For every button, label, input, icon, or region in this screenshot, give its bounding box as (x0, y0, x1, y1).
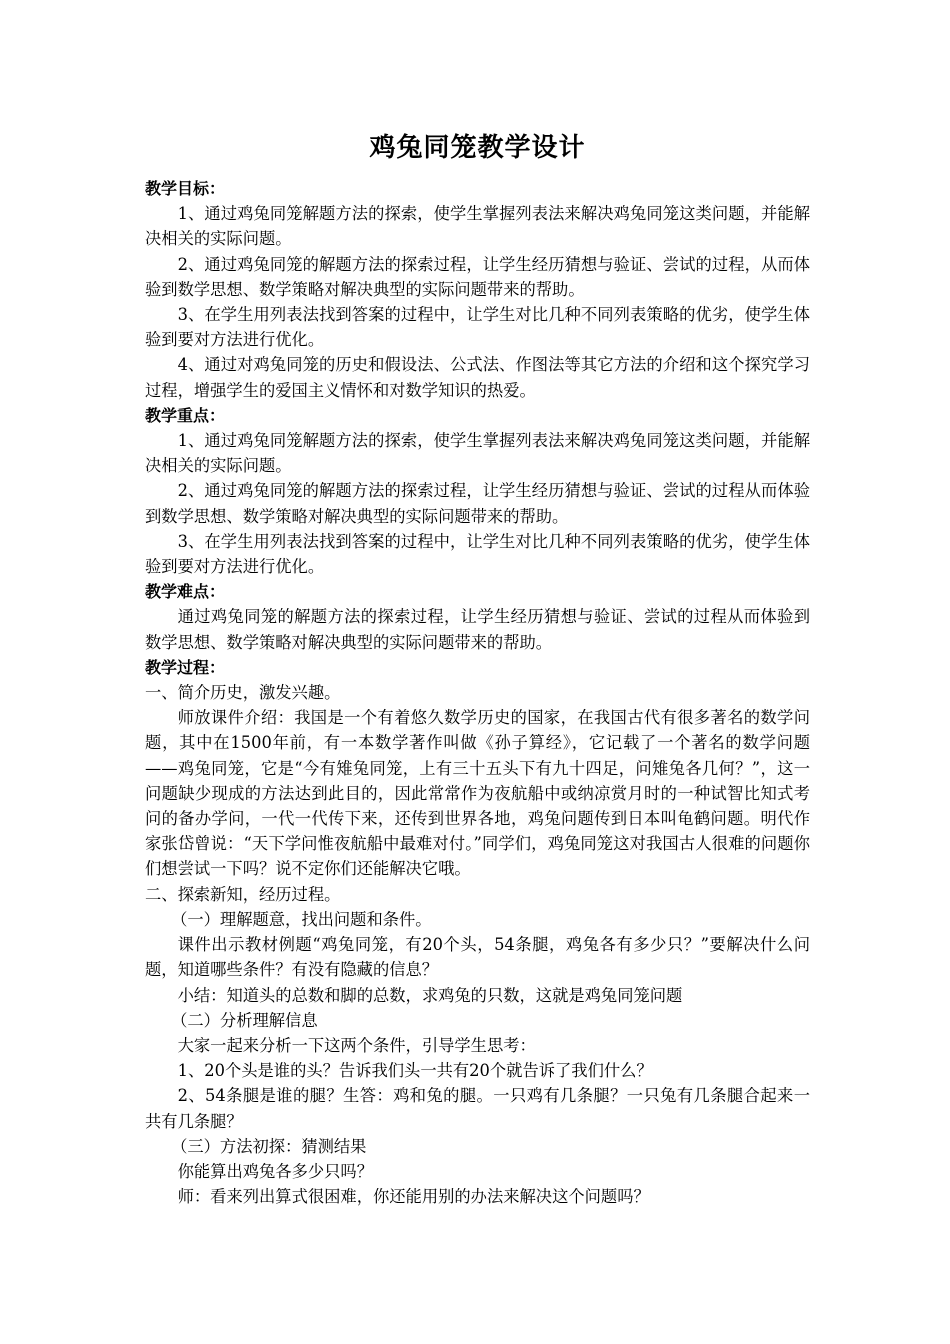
process-sub-1: （一）理解题意，找出问题和条件。 (171, 909, 432, 929)
process-sub-2: （二）分析理解信息 (171, 1010, 318, 1030)
goals-heading: 教学目标： (145, 179, 226, 198)
goal-item: 2、通过鸡兔同笼的解题方法的探索过程，让学生经历猜想与验证、尝试的过程，从而体验到数学思想、数学策略对解决典型的实际问题带来的帮助。 (145, 254, 810, 299)
goal-item: 1、通过鸡兔同笼解题方法的探索，使学生掌握列表法来解决鸡兔同笼这类问题，并能解决相关的实际问题。 (145, 204, 810, 249)
key-point-item: 2、通过鸡兔同笼的解题方法的探索过程，让学生经历猜想与验证、尝试的过程从而体验到数学思想、数学策略对解决典型的实际问题带来的帮助。 (145, 481, 810, 526)
key-points-heading: 教学重点： (145, 405, 226, 425)
process-sub-3-teacher: 师：看来列出算式很困难，你还能用别的办法来解决这个问题吗？ (177, 1187, 650, 1207)
process-sub-2-question: 1、20个头是谁的头？告诉我们头一共有20个就告诉了我们什么？ (177, 1061, 653, 1081)
process-sub-2-question: 2、54条腿是谁的腿？生答：鸡和兔的腿。一只鸡有几条腿？一只兔有几条腿合起来一共有几条腿？ (145, 1086, 810, 1131)
process-sub-2-text: 大家一起来分析一下这两个条件，引导学生思考： (177, 1035, 536, 1055)
difficulty-heading: 教学难点： (145, 582, 226, 602)
key-point-item: 1、通过鸡兔同笼解题方法的探索，使学生掌握列表法来解决鸡兔同笼这类问题，并能解决相关的实际问题。 (145, 431, 810, 476)
difficulty-item: 通过鸡兔同笼的解题方法的探索过程，让学生经历猜想与验证、尝试的过程从而体验到数学思想、数学策略对解决典型的实际问题带来的帮助。 (145, 607, 810, 652)
document-title: 鸡兔同笼教学设计 (369, 133, 586, 163)
document-page (145, 128, 810, 1209)
goal-item: 4、通过对鸡兔同笼的历史和假设法、公式法、作图法等其它方法的介绍和这个探究学习过程，增强学生的爱国主义情怀和对数学知识的热爱。 (145, 355, 810, 400)
process-sub-1-text: 课件出示教材例题“鸡兔同笼，有20个头，54条腿，鸡兔各有多少只？”要解决什么问题，知道哪些条件？有没有隐藏的信息？ (145, 935, 810, 980)
goal-item: 3、在学生用列表法找到答案的过程中，让学生对比几种不同列表策略的优劣，使学生体验到要对方法进行优化。 (145, 305, 810, 350)
key-point-item: 3、在学生用列表法找到答案的过程中，让学生对比几种不同列表策略的优劣，使学生体验到要对方法进行优化。 (145, 531, 810, 577)
process-heading: 教学过程： (145, 657, 226, 677)
process-part-2: 二、探索新知，经历过程。 (145, 884, 341, 904)
process-sub-1-summary: 小结：知道头的总数和脚的总数，求鸡兔的只数，这就是鸡兔同笼问题 (177, 985, 683, 1005)
process-sub-3-question: 你能算出鸡兔各多少只吗？ (177, 1161, 373, 1181)
process-part-1: 一、简介历史，激发兴趣。 (145, 683, 341, 703)
process-intro: 师放课件介绍：我国是一个有着悠久数学历史的国家，在我国古代有很多著名的数学问题，其中在1500年前，有一本数学著作叫做《孙子算经》，它记载了一个著名的数学问题——鸡兔同笼，它是“今有雉兔同笼，上有三十五头下有九十四足，问雉兔各几何？”，这一问题缺少现成的方法达到此目的，因此常常作为夜航船中或纳凉赏月时的一种试智比知式考问的备办学问，一代一代传下来，还传到世界各地，鸡兔问题传到日本叫龟鹤问题。明代作家张岱曾说：“天下学问惟夜航船中最难对付。”同学们，鸡兔同笼这对我国古人很难的问题你们想尝试一下吗？说不定你们还能解决它哦。 (145, 708, 810, 879)
process-sub-3: （三）方法初探：猜测结果 (171, 1136, 367, 1156)
